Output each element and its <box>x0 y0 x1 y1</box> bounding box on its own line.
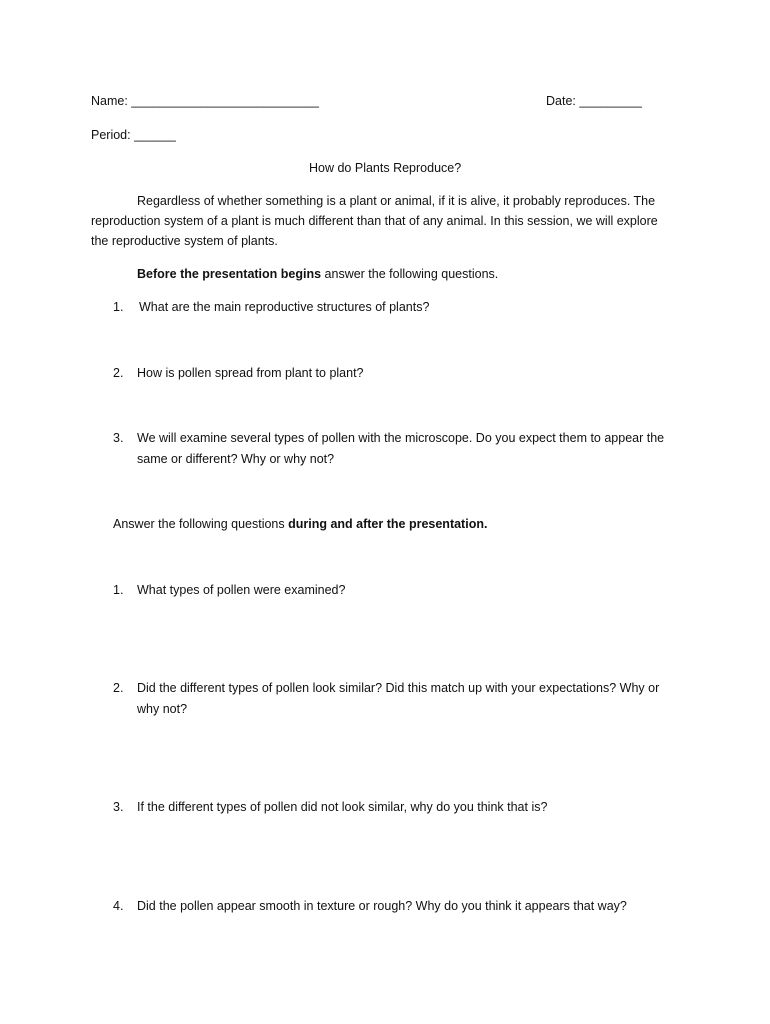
period-field-label: Period: ______ <box>91 128 176 142</box>
question-text: If the different types of pollen did not look similar, why do you think that is? <box>137 800 548 814</box>
before-instruction-rest: answer the following questions. <box>321 267 499 281</box>
question-number: 3. <box>113 431 124 445</box>
before-instruction-bold: Before the presentation begins <box>137 267 322 281</box>
question-number: 2. <box>113 366 124 380</box>
intro-line-3: the reproductive system of plants. <box>91 234 278 248</box>
question-number: 1. <box>113 583 124 597</box>
question-text-line-2: why not? <box>137 702 188 716</box>
question-text-line-2: same or different? Why or why not? <box>137 452 335 466</box>
name-field-label: Name: ___________________________ <box>91 94 319 108</box>
question-text-line-1: We will examine several types of pollen with the microscope. Do you expect them to appear the <box>137 431 665 445</box>
after-instruction-bold: during and after the presentation. <box>288 517 488 531</box>
question-number: 4. <box>113 899 124 913</box>
question-text: What types of pollen were examined? <box>137 583 346 597</box>
question-number: 1. <box>113 300 124 314</box>
date-field-label: Date: _________ <box>546 94 642 108</box>
question-text: What are the main reproductive structures of plants? <box>139 300 430 314</box>
after-instruction-lead: Answer the following questions <box>113 517 289 531</box>
question-number: 3. <box>113 800 124 814</box>
page-title: How do Plants Reproduce? <box>309 161 462 175</box>
question-text-line-1: Did the different types of pollen look similar? Did this match up with your expectations? Why or <box>137 681 660 695</box>
question-text: Did the pollen appear smooth in texture or rough? Why do you think it appears that way? <box>137 899 627 913</box>
intro-line-2: reproduction system of a plant is much different than that of any animal. In this session, we will explore <box>91 214 658 228</box>
question-text: How is pollen spread from plant to plant? <box>137 366 364 380</box>
question-number: 2. <box>113 681 124 695</box>
after-instruction <box>113 517 487 531</box>
before-instruction <box>137 267 498 281</box>
intro-line-1: Regardless of whether something is a plant or animal, if it is alive, it probably reproduces. The <box>137 194 656 208</box>
